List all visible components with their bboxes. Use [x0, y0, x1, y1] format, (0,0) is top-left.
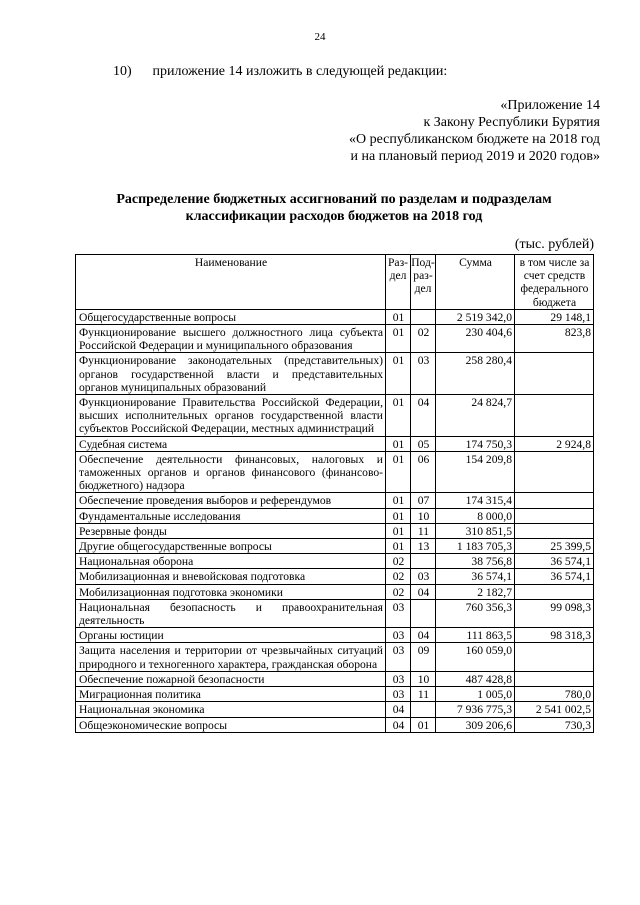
cell-section: 03 [386, 628, 411, 643]
cell-subsection: 01 [411, 717, 436, 732]
document-title [75, 191, 593, 225]
cell-federal: 823,8 [515, 325, 594, 353]
cell-federal: 2 541 002,5 [515, 702, 594, 717]
cell-subsection: 10 [411, 508, 436, 523]
cell-subsection [411, 599, 436, 627]
cell-subsection: 05 [411, 436, 436, 451]
cell-name: Функционирование Правительства Российской Федерации, высших исполнительных органов государственной власти субъектов Российской Федерации, местных администраций [76, 395, 386, 437]
cell-sum: 487 428,8 [436, 671, 515, 686]
cell-section: 04 [386, 702, 411, 717]
cell-name: Защита населения и территории от чрезвычайных ситуаций природного и техногенного характера, гражданская оборона [76, 643, 386, 671]
header-federal: в том числе за счет средств федерального бюджета [515, 255, 594, 310]
cell-subsection: 09 [411, 643, 436, 671]
cell-federal: 2 924,8 [515, 436, 594, 451]
cell-federal [515, 584, 594, 599]
cell-sum: 24 824,7 [436, 395, 515, 437]
cell-name: Общеэкономические вопросы [76, 717, 386, 732]
table-row [76, 584, 594, 599]
cell-section: 01 [386, 508, 411, 523]
cell-name: Мобилизационная подготовка экономики [76, 584, 386, 599]
cell-name: Резервные фонды [76, 523, 386, 538]
cell-section: 03 [386, 671, 411, 686]
cell-subsection [411, 702, 436, 717]
cell-subsection: 04 [411, 584, 436, 599]
cell-subsection: 03 [411, 353, 436, 395]
cell-sum: 111 863,5 [436, 628, 515, 643]
cell-section: 04 [386, 717, 411, 732]
cell-name: Обеспечение пожарной безопасности [76, 671, 386, 686]
table-row [76, 628, 594, 643]
header-section: Раз-дел [386, 255, 411, 310]
cell-section: 01 [386, 436, 411, 451]
page-number: 24 [314, 31, 326, 43]
cell-sum: 1 005,0 [436, 687, 515, 702]
cell-section: 02 [386, 569, 411, 584]
cell-name: Органы юстиции [76, 628, 386, 643]
cell-federal: 29 148,1 [515, 309, 594, 324]
cell-federal [515, 508, 594, 523]
cell-sum: 1 183 705,3 [436, 539, 515, 554]
cell-name: Национальная экономика [76, 702, 386, 717]
cell-sum: 310 851,5 [436, 523, 515, 538]
cell-section: 01 [386, 309, 411, 324]
cell-name: Функционирование высшего должностного лица субъекта Российской Федерации и муниципального образования [76, 325, 386, 353]
table-row [76, 554, 594, 569]
table-row [76, 493, 594, 508]
cell-section: 03 [386, 643, 411, 671]
header-name: Наименование [76, 255, 386, 310]
cell-sum: 309 206,6 [436, 717, 515, 732]
cell-subsection: 04 [411, 395, 436, 437]
cell-section: 03 [386, 599, 411, 627]
cell-name: Национальная безопасность и правоохранительная деятельность [76, 599, 386, 627]
cell-federal: 98 318,3 [515, 628, 594, 643]
table-row [76, 395, 594, 437]
cell-sum: 36 574,1 [436, 569, 515, 584]
cell-sum: 160 059,0 [436, 643, 515, 671]
cell-name: Фундаментальные исследования [76, 508, 386, 523]
cell-name: Мобилизационная и вневойсковая подготовка [76, 569, 386, 584]
cell-federal: 36 574,1 [515, 569, 594, 584]
budget-table [75, 254, 594, 733]
appendix-line: «Приложение 14 [500, 98, 600, 113]
header-sum: Сумма [436, 255, 515, 310]
intro-text: приложение 14 изложить в следующей редакции: [152, 64, 448, 79]
cell-sum: 38 756,8 [436, 554, 515, 569]
table-row [76, 717, 594, 732]
appendix-line: к Закону Республики Бурятия [423, 115, 600, 130]
table-row [76, 569, 594, 584]
table-row [76, 353, 594, 395]
cell-subsection: 06 [411, 451, 436, 493]
cell-name: Национальная оборона [76, 554, 386, 569]
cell-subsection: 11 [411, 523, 436, 538]
table-row [76, 599, 594, 627]
cell-federal [515, 643, 594, 671]
cell-federal [515, 353, 594, 395]
cell-name: Общегосударственные вопросы [76, 309, 386, 324]
title-line: Распределение бюджетных ассигнований по разделам и подразделам [116, 192, 552, 207]
header-subsection: Под-раз-дел [411, 255, 436, 310]
table-row [76, 671, 594, 686]
cell-name: Миграционная политика [76, 687, 386, 702]
intro-number: 10) [113, 64, 132, 79]
cell-federal: 25 399,5 [515, 539, 594, 554]
cell-section: 02 [386, 554, 411, 569]
title-line: классификации расходов бюджетов на 2018 год [185, 209, 483, 224]
cell-subsection [411, 554, 436, 569]
cell-subsection: 03 [411, 569, 436, 584]
cell-name: Судебная система [76, 436, 386, 451]
table-row [76, 508, 594, 523]
cell-name: Другие общегосударственные вопросы [76, 539, 386, 554]
table-header-row [76, 255, 594, 310]
cell-sum: 2 519 342,0 [436, 309, 515, 324]
cell-subsection: 02 [411, 325, 436, 353]
cell-subsection: 11 [411, 687, 436, 702]
cell-subsection: 13 [411, 539, 436, 554]
table-row [76, 702, 594, 717]
appendix-reference [240, 97, 600, 165]
cell-federal [515, 395, 594, 437]
table-row [76, 539, 594, 554]
cell-section: 02 [386, 584, 411, 599]
cell-section: 01 [386, 325, 411, 353]
cell-sum: 174 750,3 [436, 436, 515, 451]
cell-sum: 760 356,3 [436, 599, 515, 627]
cell-name: Функционирование законодательных (представительных) органов государственной власти и представительных органов муниципальных образований [76, 353, 386, 395]
cell-sum: 7 936 775,3 [436, 702, 515, 717]
cell-sum: 258 280,4 [436, 353, 515, 395]
table-row [76, 687, 594, 702]
cell-federal: 36 574,1 [515, 554, 594, 569]
cell-section: 01 [386, 353, 411, 395]
appendix-line: «О республиканском бюджете на 2018 год [349, 132, 600, 147]
cell-sum: 154 209,8 [436, 451, 515, 493]
cell-federal: 99 098,3 [515, 599, 594, 627]
cell-section: 01 [386, 451, 411, 493]
cell-subsection: 10 [411, 671, 436, 686]
cell-name: Обеспечение деятельности финансовых, налоговых и таможенных органов и органов финансового (финансово-бюджетного) надзора [76, 451, 386, 493]
cell-name: Обеспечение проведения выборов и референдумов [76, 493, 386, 508]
table-row [76, 309, 594, 324]
cell-federal: 780,0 [515, 687, 594, 702]
cell-section: 01 [386, 493, 411, 508]
cell-federal [515, 493, 594, 508]
cell-sum: 2 182,7 [436, 584, 515, 599]
cell-federal: 730,3 [515, 717, 594, 732]
cell-section: 03 [386, 687, 411, 702]
cell-section: 01 [386, 395, 411, 437]
table-row [76, 436, 594, 451]
cell-sum: 230 404,6 [436, 325, 515, 353]
cell-section: 01 [386, 523, 411, 538]
cell-subsection: 07 [411, 493, 436, 508]
table-row [76, 451, 594, 493]
cell-federal [515, 671, 594, 686]
cell-section: 01 [386, 539, 411, 554]
cell-federal [515, 451, 594, 493]
units-label: (тыс. рублей) [514, 237, 594, 252]
table-row [76, 643, 594, 671]
table-row [76, 523, 594, 538]
table-row [76, 325, 594, 353]
cell-sum: 8 000,0 [436, 508, 515, 523]
cell-sum: 174 315,4 [436, 493, 515, 508]
cell-subsection: 04 [411, 628, 436, 643]
cell-subsection [411, 309, 436, 324]
intro-paragraph [113, 64, 447, 80]
appendix-line: и на плановый период 2019 и 2020 годов» [350, 149, 600, 164]
cell-federal [515, 523, 594, 538]
